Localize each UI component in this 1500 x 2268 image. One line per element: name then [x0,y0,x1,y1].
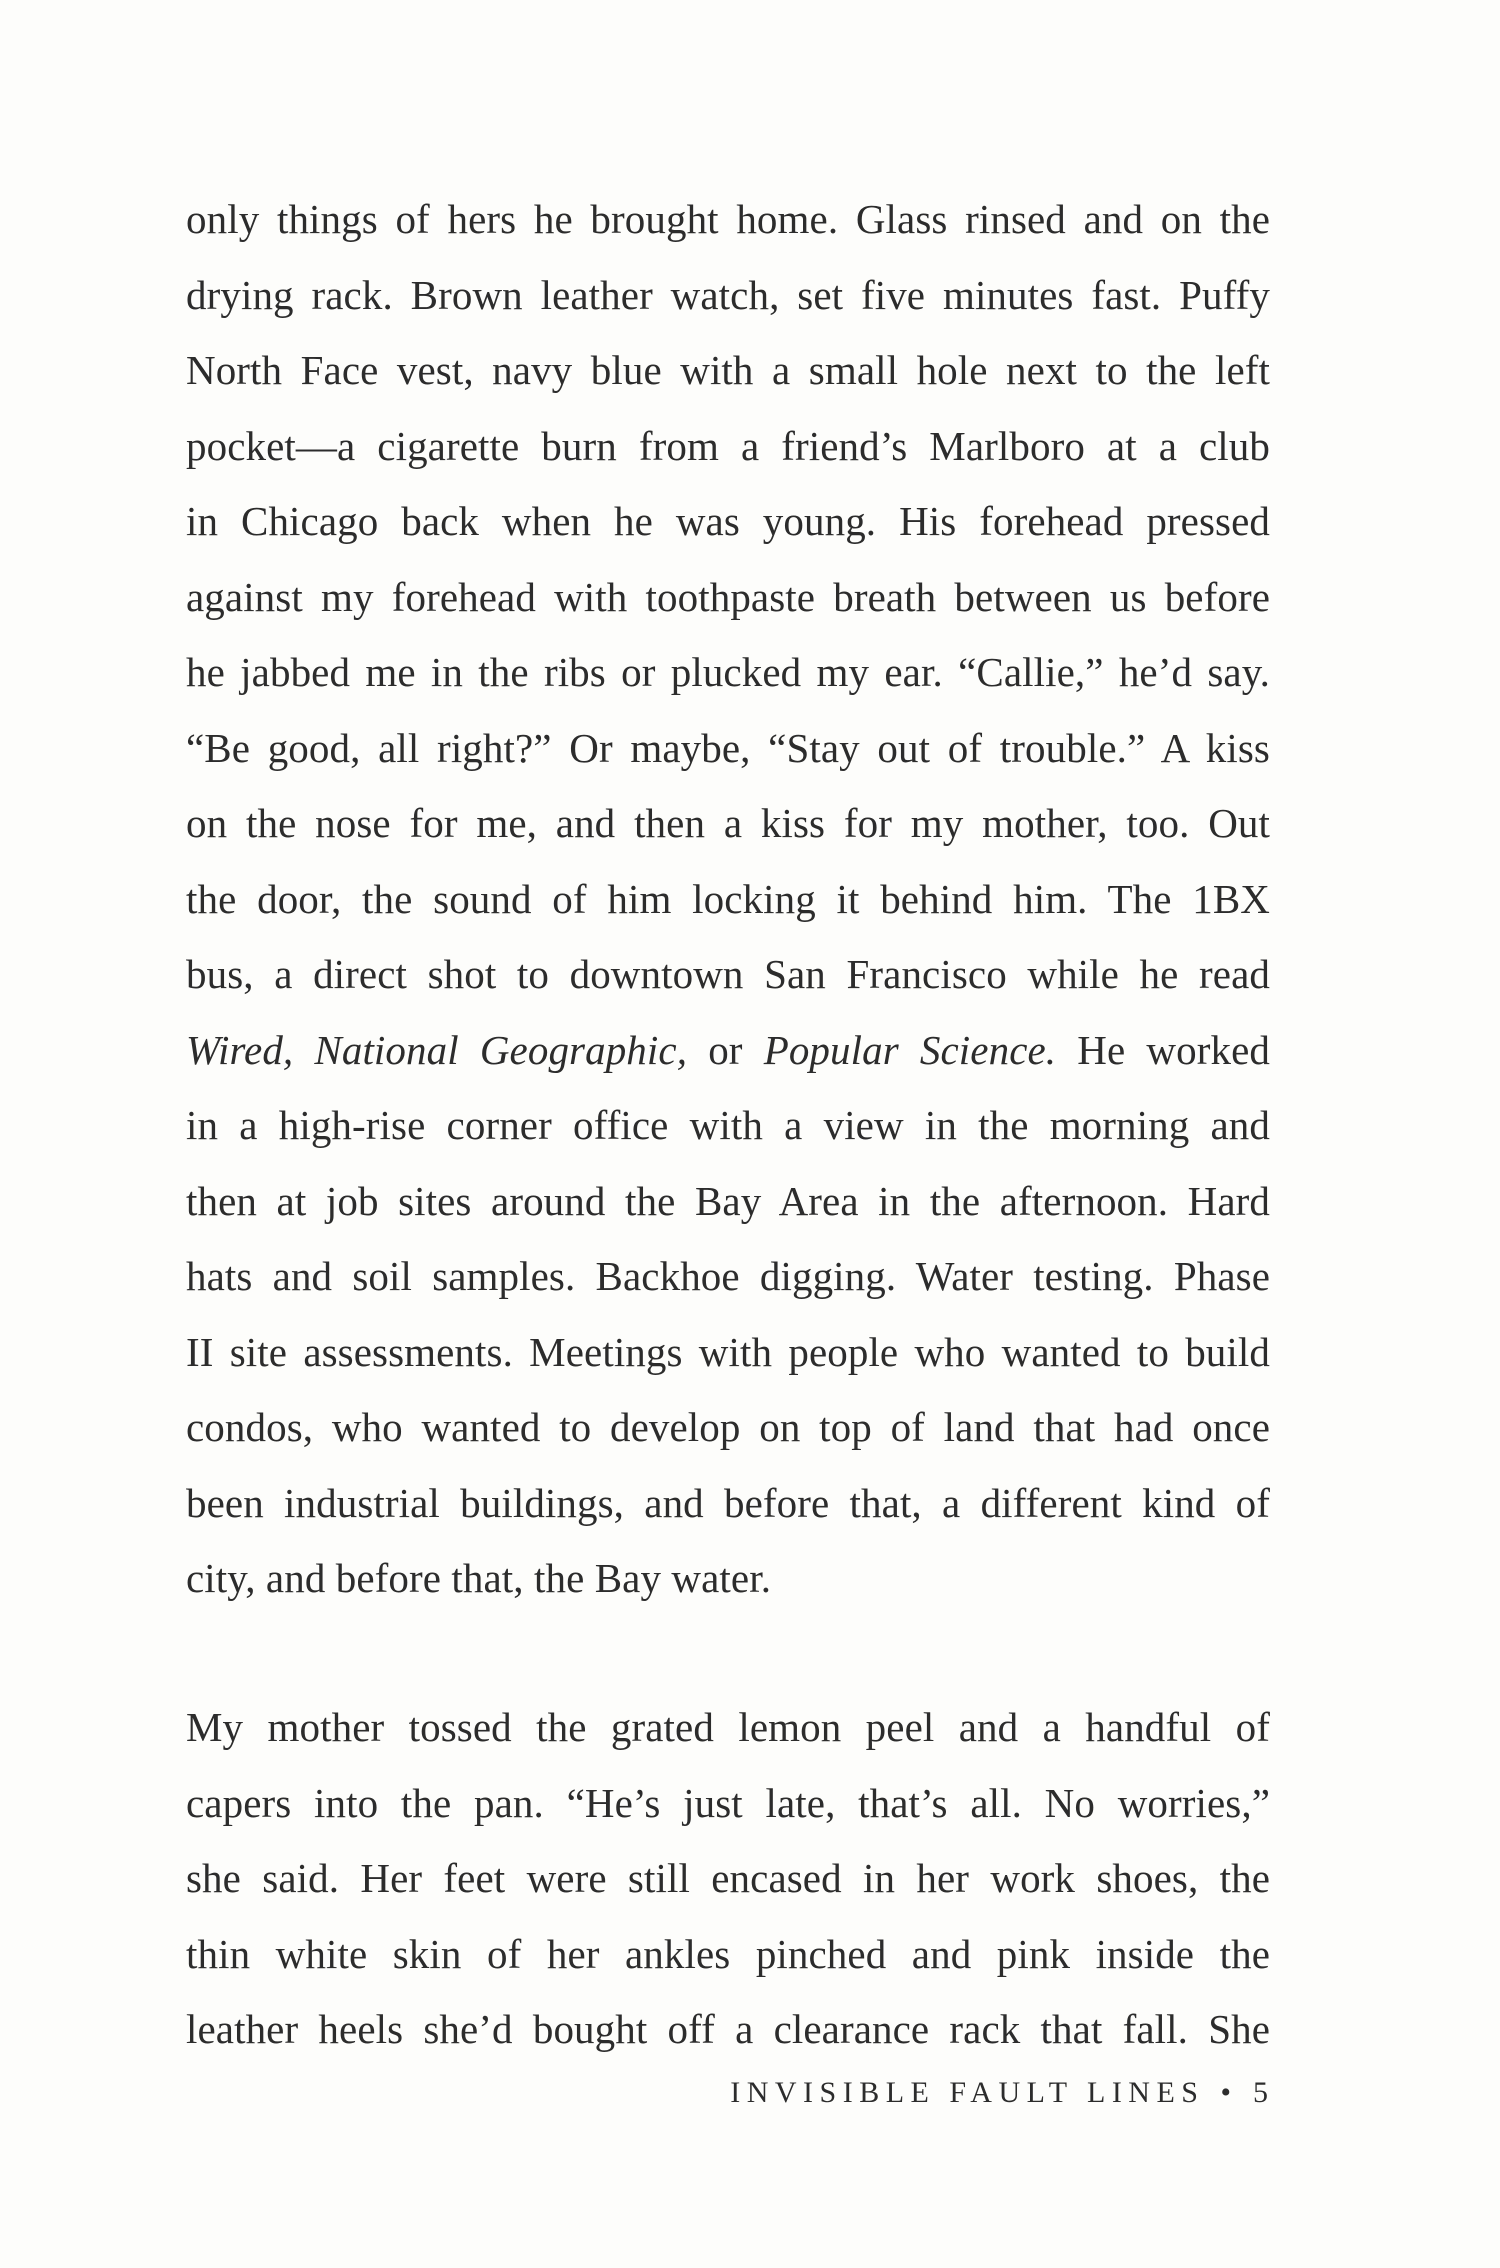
text-line: pocket—a cigarette burn from a friend’s Marlboro at a club [186,422,1270,469]
text-line-mixed [186,1013,1270,1089]
text-line: capers into the pan. “He’s just late, that’s all. No worries,” [186,1779,1270,1826]
text-segment: or [687,1026,764,1073]
text-line: in Chicago back when he was young. His forehead pressed [186,498,1270,544]
text-line: been industrial buildings, and before that, a different kind of [186,1479,1270,1526]
page-number: 5 [1253,2076,1268,2109]
text-line: II site assessments. Meetings with people who wanted to build [186,1328,1270,1375]
text-line: against my forehead with toothpaste breath between us before [186,573,1270,620]
italic-title-segment: Wired, National Geographic, [186,1026,688,1073]
running-title: INVISIBLE FAULT LINES [730,2076,1205,2109]
text-line: leather heels she’d bought off a clearance rack that fall. She [186,2006,1270,2052]
text-line: thin white skin of her ankles pinched and pink inside the [186,1930,1270,1977]
text-line: he jabbed me in the ribs or plucked my ear. “Callie,” he’d say. [186,649,1270,695]
text-line: hats and soil samples. Backhoe digging. Water testing. Phase [186,1253,1270,1299]
italic-title-segment: Popular Science. [763,1026,1057,1073]
text-line: the door, the sound of him locking it behind him. The 1BX [186,875,1270,922]
text-line: drying rack. Brown leather watch, set five minutes fast. Puffy [186,271,1270,318]
text-line: on the nose for me, and then a kiss for my mother, too. Out [186,800,1270,846]
text-line: My mother tossed the grated lemon peel and a handful of [186,1704,1270,1750]
paragraph-2 [186,1690,1270,2068]
text-segment: He worked [1056,1026,1270,1073]
text-line: bus, a direct shot to downtown San Francisco while he read [186,951,1270,997]
text-line: in a high-rise corner office with a view in the morning and [186,1102,1270,1148]
text-line: only things of hers he brought home. Glass rinsed and on the [186,196,1270,242]
text-line: condos, who wanted to develop on top of land that had once [186,1404,1270,1450]
text-line: “Be good, all right?” Or maybe, “Stay out of trouble.” A kiss [186,724,1270,771]
text-line: she said. Her feet were still encased in her work shoes, the [186,1855,1270,1901]
running-footer [730,2073,1268,2113]
text-line: city, and before that, the Bay water. [186,1555,772,1601]
text-line: North Face vest, navy blue with a small hole next to the left [186,347,1270,393]
bullet-separator: • [1220,2076,1231,2109]
paragraph-1 [186,182,1270,1617]
text-line: then at job sites around the Bay Area in the afternoon. Hard [186,1177,1270,1224]
